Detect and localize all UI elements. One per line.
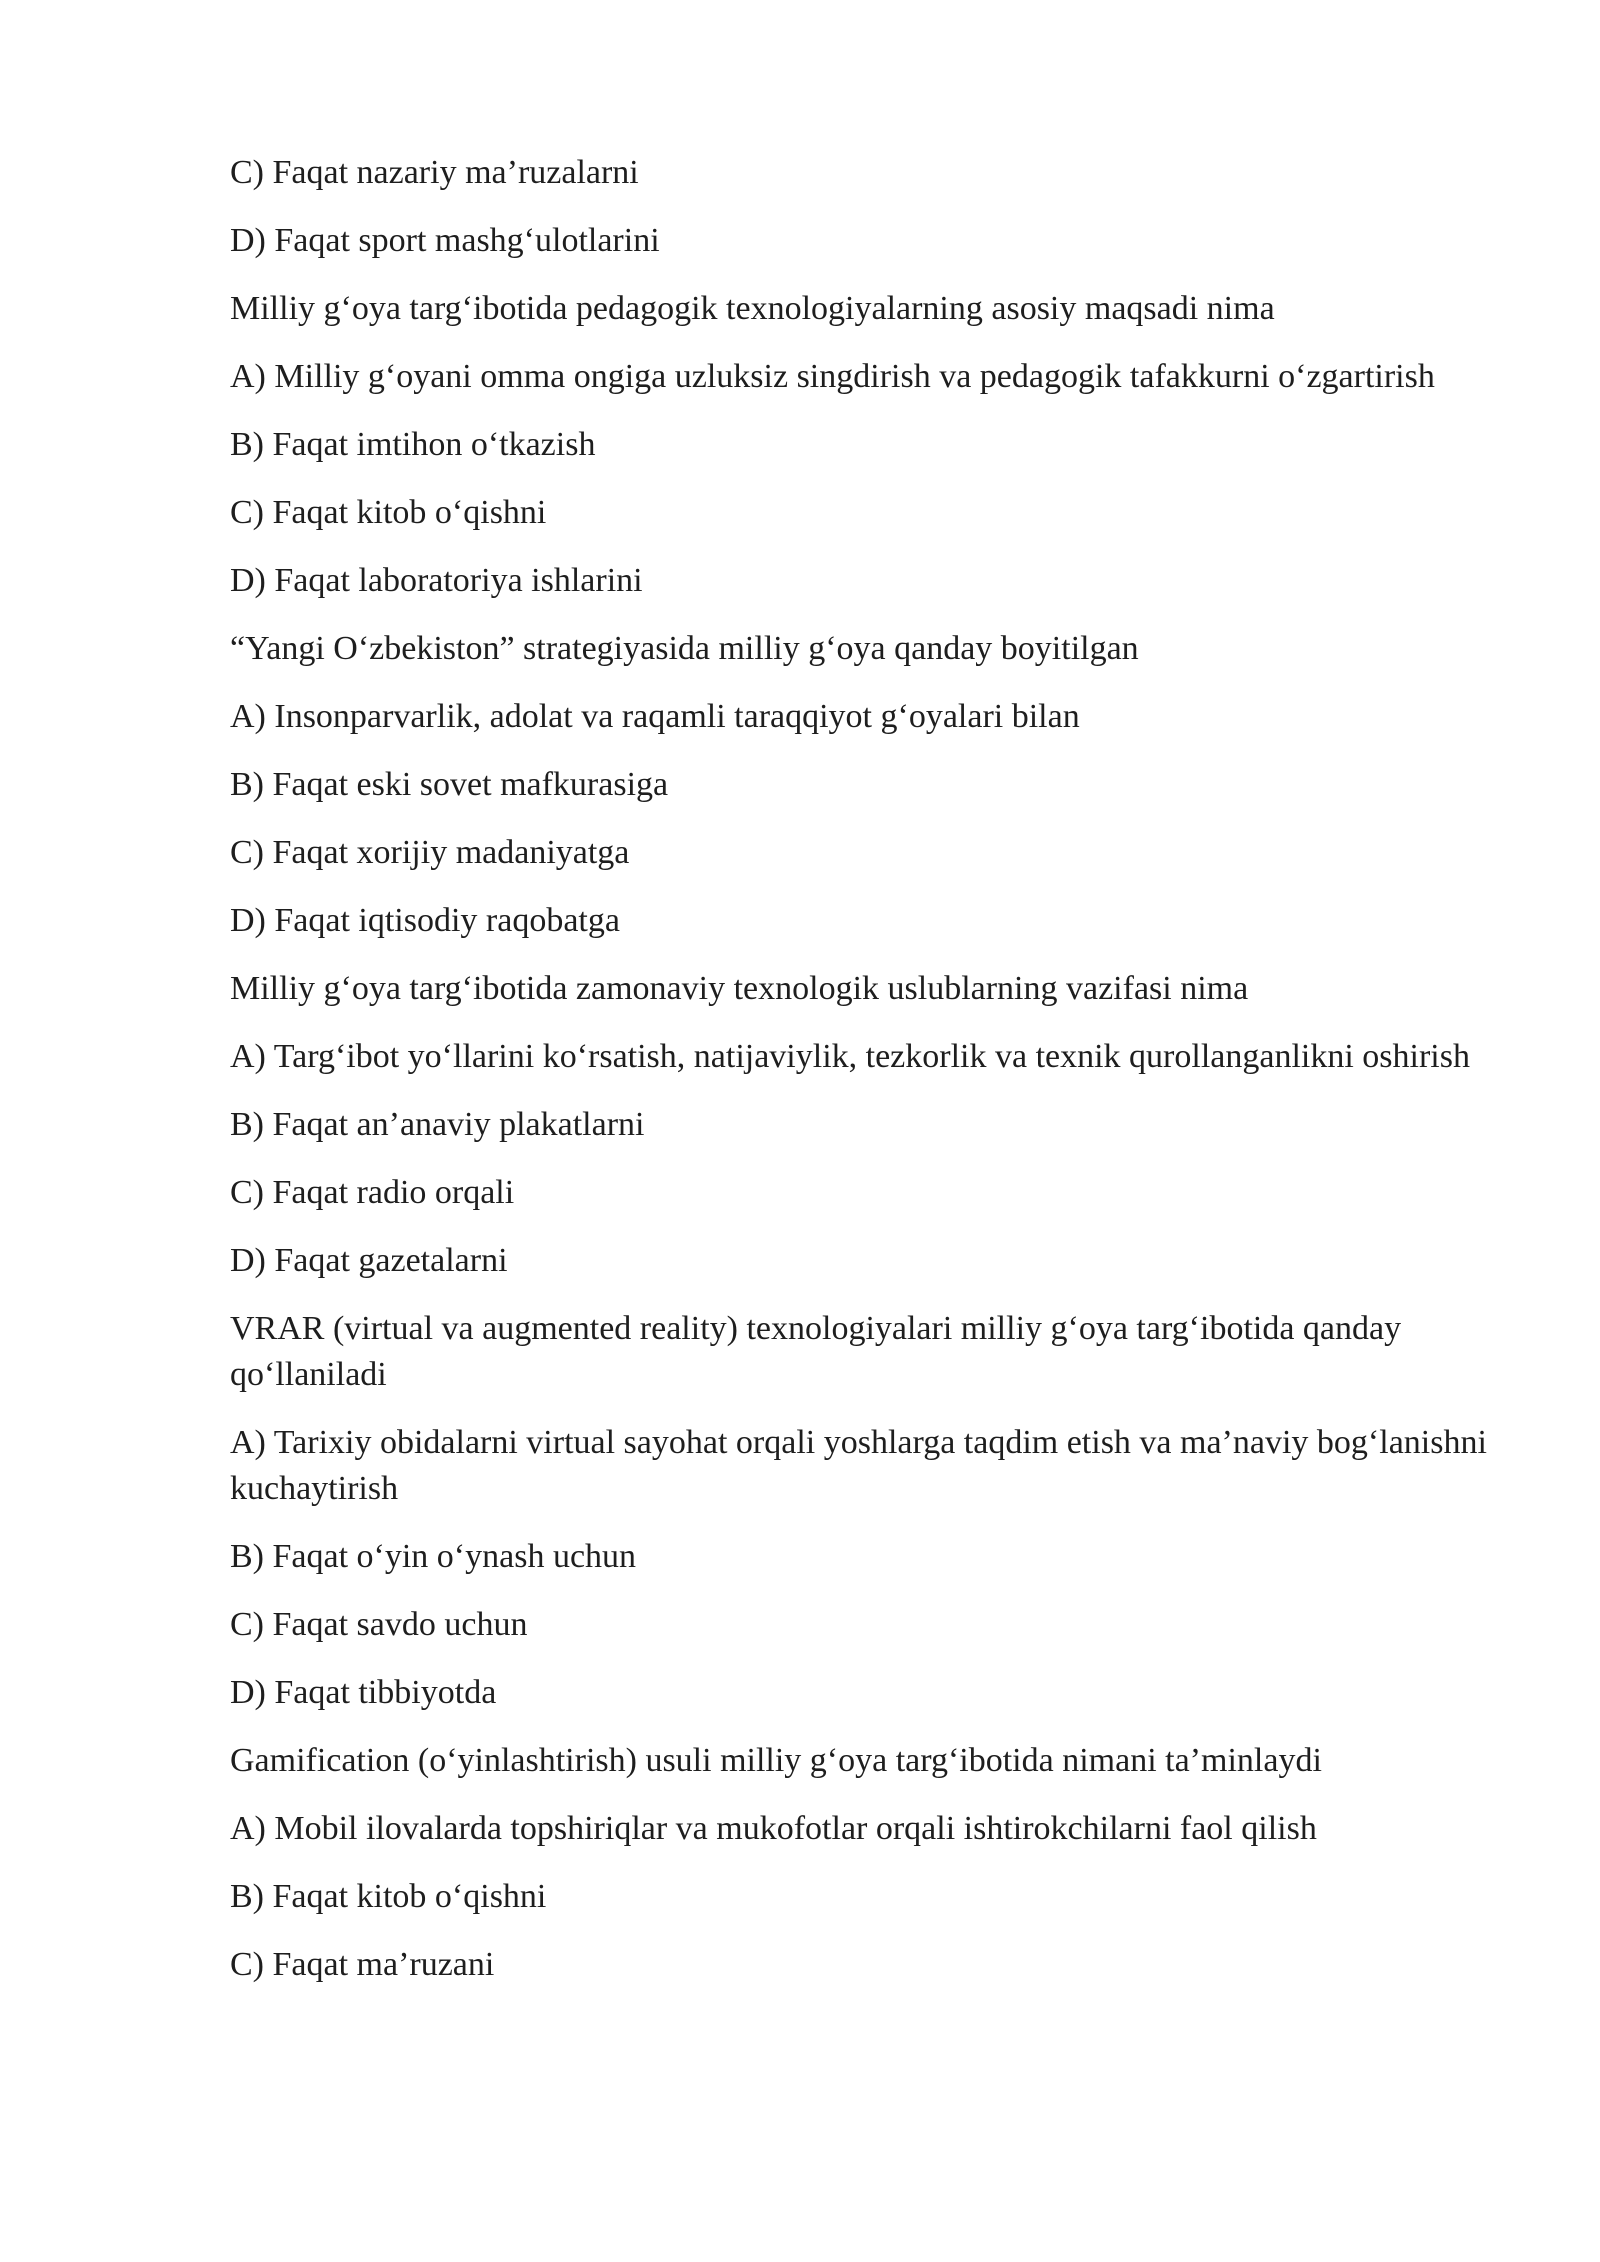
answer-option: A) Mobil ilovalarda topshiriqlar va mukofotlar orqali ishtirokchilarni faol qilish [230,1810,1317,1847]
answer-option: A) Tarixiy obidalarni virtual sayohat orqali yoshlarga taqdim etish va ma’naviy bog‘lanishni kuchaytirish [230,1424,1487,1507]
answer-option: B) Faqat o‘yin o‘ynash uchun [230,1538,637,1575]
answer-option: D) Faqat sport mashg‘ulotlarini [230,222,660,259]
answer-option: D) Faqat gazetalarni [230,1242,508,1279]
answer-option: C) Faqat savdo uchun [230,1606,528,1643]
answer-option: B) Faqat kitob o‘qishni [230,1878,547,1915]
answer-option: C) Faqat radio orqali [230,1174,515,1211]
answer-option: C) Faqat nazariy ma’ruzalarni [230,154,639,191]
answer-option: A) Targ‘ibot yo‘llarini ko‘rsatish, natijaviylik, tezkorlik va texnik qurollanganlikni oshirish [230,1038,1470,1075]
answer-option: B) Faqat imtihon o‘tkazish [230,426,596,463]
answer-option: D) Faqat tibbiyotda [230,1674,497,1711]
question-text: VRAR (virtual va augmented reality) texnologiyalari milliy g‘oya targ‘ibotida qanday qo‘llaniladi [230,1310,1402,1393]
answer-option: A) Insonparvarlik, adolat va raqamli taraqqiyot g‘oyalari bilan [230,698,1080,735]
answer-option: C) Faqat kitob o‘qishni [230,494,547,531]
answer-option: C) Faqat ma’ruzani [230,1946,495,1983]
question-text: Gamification (o‘yinlashtirish) usuli milliy g‘oya targ‘ibotida nimani ta’minlaydi [230,1742,1322,1779]
answer-option: B) Faqat eski sovet mafkurasiga [230,766,669,803]
question-text: Milliy g‘oya targ‘ibotida pedagogik texnologiyalarning asosiy maqsadi nima [230,290,1275,327]
answer-option: C) Faqat xorijiy madaniyatga [230,834,630,871]
document-page [230,150,1500,2010]
answer-option: A) Milliy g‘oyani omma ongiga uzluksiz singdirish va pedagogik tafakkurni o‘zgartirish [230,358,1435,395]
question-text: “Yangi O‘zbekiston” strategiyasida milliy g‘oya qanday boyitilgan [230,630,1139,667]
answer-option: B) Faqat an’anaviy plakatlarni [230,1106,645,1143]
answer-option: D) Faqat laboratoriya ishlarini [230,562,643,599]
answer-option: D) Faqat iqtisodiy raqobatga [230,902,620,939]
question-text: Milliy g‘oya targ‘ibotida zamonaviy texnologik uslublarning vazifasi nima [230,970,1249,1007]
